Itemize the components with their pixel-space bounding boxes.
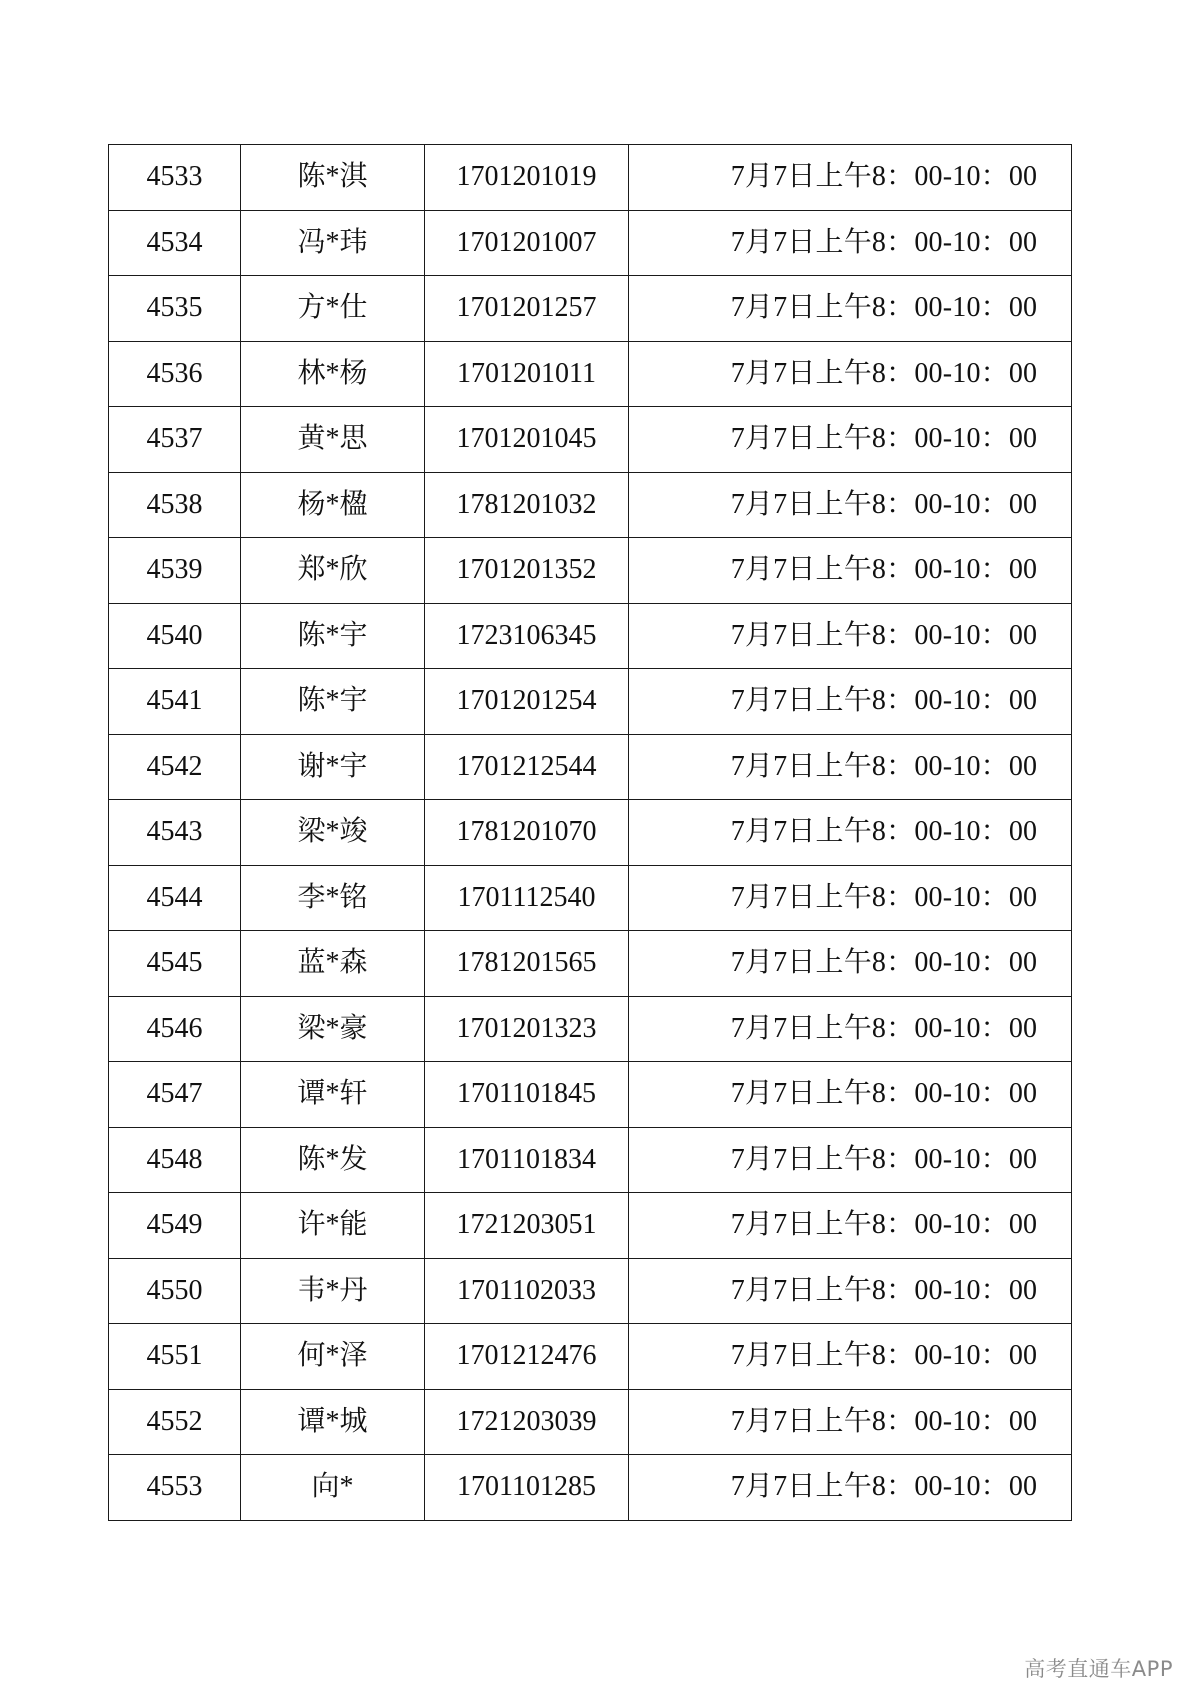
table-row bbox=[109, 603, 1072, 669]
time-cell: 7月7日上午8：00-10：00 bbox=[629, 472, 1072, 538]
seq-cell: 4542 bbox=[109, 734, 241, 800]
id-cell: 1701201323 bbox=[425, 996, 629, 1062]
time-cell: 7月7日上午8：00-10：00 bbox=[629, 1062, 1072, 1128]
table-row bbox=[109, 931, 1072, 997]
app-watermark: 高考直通车APP bbox=[1024, 1657, 1173, 1681]
roster-table-body bbox=[109, 145, 1072, 1521]
table-row bbox=[109, 669, 1072, 735]
time-cell: 7月7日上午8：00-10：00 bbox=[629, 1324, 1072, 1390]
id-cell: 1701101834 bbox=[425, 1127, 629, 1193]
seq-cell: 4541 bbox=[109, 669, 241, 735]
time-cell: 7月7日上午8：00-10：00 bbox=[629, 800, 1072, 866]
seq-cell: 4533 bbox=[109, 145, 241, 211]
table-row bbox=[109, 1127, 1072, 1193]
name-cell: 郑*欣 bbox=[241, 538, 425, 604]
name-cell: 杨*楹 bbox=[241, 472, 425, 538]
id-cell: 1721203051 bbox=[425, 1193, 629, 1259]
seq-cell: 4545 bbox=[109, 931, 241, 997]
name-cell: 林*杨 bbox=[241, 341, 425, 407]
table-row bbox=[109, 865, 1072, 931]
table-row bbox=[109, 341, 1072, 407]
table-row bbox=[109, 1324, 1072, 1390]
name-cell: 陈*宇 bbox=[241, 669, 425, 735]
seq-cell: 4549 bbox=[109, 1193, 241, 1259]
table-row bbox=[109, 996, 1072, 1062]
name-cell: 陈*淇 bbox=[241, 145, 425, 211]
seq-cell: 4552 bbox=[109, 1389, 241, 1455]
name-cell: 梁*豪 bbox=[241, 996, 425, 1062]
seq-cell: 4535 bbox=[109, 276, 241, 342]
table-row bbox=[109, 210, 1072, 276]
table-row bbox=[109, 145, 1072, 211]
time-cell: 7月7日上午8：00-10：00 bbox=[629, 996, 1072, 1062]
time-cell: 7月7日上午8：00-10：00 bbox=[629, 1389, 1072, 1455]
id-cell: 1781201032 bbox=[425, 472, 629, 538]
name-cell: 陈*发 bbox=[241, 1127, 425, 1193]
name-cell: 许*能 bbox=[241, 1193, 425, 1259]
name-cell: 黄*思 bbox=[241, 407, 425, 473]
name-cell: 谭*轩 bbox=[241, 1062, 425, 1128]
seq-cell: 4540 bbox=[109, 603, 241, 669]
seq-cell: 4551 bbox=[109, 1324, 241, 1390]
seq-cell: 4550 bbox=[109, 1258, 241, 1324]
seq-cell: 4539 bbox=[109, 538, 241, 604]
time-cell: 7月7日上午8：00-10：00 bbox=[629, 538, 1072, 604]
table-row bbox=[109, 1389, 1072, 1455]
time-cell: 7月7日上午8：00-10：00 bbox=[629, 931, 1072, 997]
table-row bbox=[109, 1193, 1072, 1259]
seq-cell: 4553 bbox=[109, 1455, 241, 1521]
seq-cell: 4536 bbox=[109, 341, 241, 407]
name-cell: 谭*城 bbox=[241, 1389, 425, 1455]
time-cell: 7月7日上午8：00-10：00 bbox=[629, 145, 1072, 211]
id-cell: 1701102033 bbox=[425, 1258, 629, 1324]
time-cell: 7月7日上午8：00-10：00 bbox=[629, 1455, 1072, 1521]
name-cell: 蓝*森 bbox=[241, 931, 425, 997]
id-cell: 1701101285 bbox=[425, 1455, 629, 1521]
name-cell: 陈*宇 bbox=[241, 603, 425, 669]
time-cell: 7月7日上午8：00-10：00 bbox=[629, 1127, 1072, 1193]
seq-cell: 4548 bbox=[109, 1127, 241, 1193]
id-cell: 1701101845 bbox=[425, 1062, 629, 1128]
seq-cell: 4547 bbox=[109, 1062, 241, 1128]
time-cell: 7月7日上午8：00-10：00 bbox=[629, 407, 1072, 473]
seq-cell: 4544 bbox=[109, 865, 241, 931]
id-cell: 1723106345 bbox=[425, 603, 629, 669]
table-row bbox=[109, 1062, 1072, 1128]
time-cell: 7月7日上午8：00-10：00 bbox=[629, 276, 1072, 342]
table-row bbox=[109, 276, 1072, 342]
id-cell: 1701201352 bbox=[425, 538, 629, 604]
table-row bbox=[109, 800, 1072, 866]
time-cell: 7月7日上午8：00-10：00 bbox=[629, 865, 1072, 931]
id-cell: 1781201070 bbox=[425, 800, 629, 866]
seq-cell: 4538 bbox=[109, 472, 241, 538]
seq-cell: 4537 bbox=[109, 407, 241, 473]
time-cell: 7月7日上午8：00-10：00 bbox=[629, 341, 1072, 407]
name-cell: 韦*丹 bbox=[241, 1258, 425, 1324]
roster-table bbox=[108, 144, 1072, 1521]
name-cell: 李*铭 bbox=[241, 865, 425, 931]
id-cell: 1701201019 bbox=[425, 145, 629, 211]
id-cell: 1721203039 bbox=[425, 1389, 629, 1455]
table-row bbox=[109, 1258, 1072, 1324]
name-cell: 方*仕 bbox=[241, 276, 425, 342]
time-cell: 7月7日上午8：00-10：00 bbox=[629, 669, 1072, 735]
time-cell: 7月7日上午8：00-10：00 bbox=[629, 734, 1072, 800]
time-cell: 7月7日上午8：00-10：00 bbox=[629, 1193, 1072, 1259]
id-cell: 1701201254 bbox=[425, 669, 629, 735]
table-row bbox=[109, 472, 1072, 538]
name-cell: 何*泽 bbox=[241, 1324, 425, 1390]
seq-cell: 4543 bbox=[109, 800, 241, 866]
table-row bbox=[109, 1455, 1072, 1521]
table-row bbox=[109, 407, 1072, 473]
seq-cell: 4534 bbox=[109, 210, 241, 276]
name-cell: 冯*玮 bbox=[241, 210, 425, 276]
table-row bbox=[109, 734, 1072, 800]
roster-sheet bbox=[108, 144, 1071, 1521]
id-cell: 1701201257 bbox=[425, 276, 629, 342]
time-cell: 7月7日上午8：00-10：00 bbox=[629, 1258, 1072, 1324]
name-cell: 向* bbox=[241, 1455, 425, 1521]
name-cell: 梁*竣 bbox=[241, 800, 425, 866]
seq-cell: 4546 bbox=[109, 996, 241, 1062]
id-cell: 1701112540 bbox=[425, 865, 629, 931]
id-cell: 1781201565 bbox=[425, 931, 629, 997]
id-cell: 1701212476 bbox=[425, 1324, 629, 1390]
name-cell: 谢*宇 bbox=[241, 734, 425, 800]
time-cell: 7月7日上午8：00-10：00 bbox=[629, 603, 1072, 669]
time-cell: 7月7日上午8：00-10：00 bbox=[629, 210, 1072, 276]
id-cell: 1701201011 bbox=[425, 341, 629, 407]
id-cell: 1701201007 bbox=[425, 210, 629, 276]
id-cell: 1701201045 bbox=[425, 407, 629, 473]
id-cell: 1701212544 bbox=[425, 734, 629, 800]
table-row bbox=[109, 538, 1072, 604]
